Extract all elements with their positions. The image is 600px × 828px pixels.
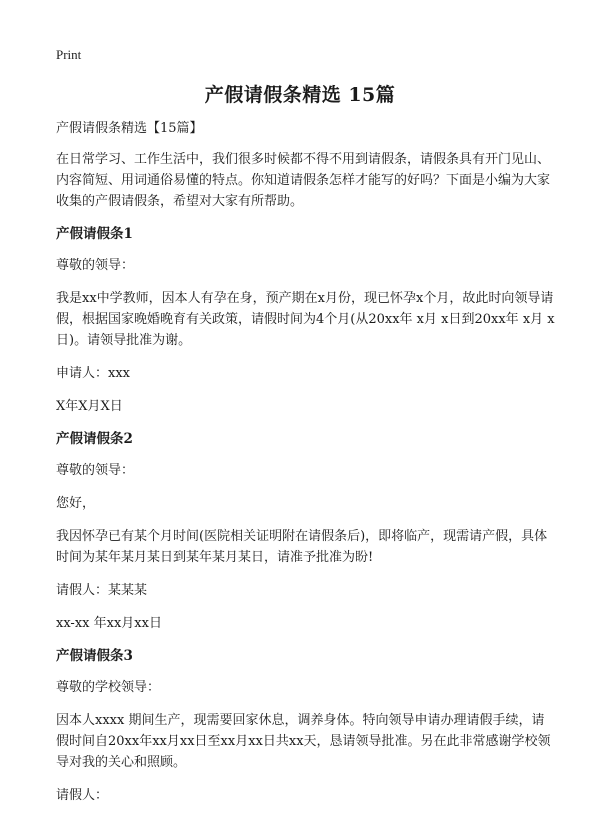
intro-paragraph: 在日常学习、工作生活中，我们很多时候都不得不用到请假条，请假条具有开门见山、内容简短、用词通俗易懂的特点。你知道请假条怎样才能写的好吗？下面是小编为大家收集的产假请假条，希望对大家有所帮助。 xyxy=(56,152,551,209)
letter-signature: 申请人：xxx xyxy=(56,366,130,381)
letter-heading: 产假请假条3 xyxy=(56,648,133,664)
letter-greeting: 您好， xyxy=(56,496,96,511)
letter-salutation: 尊敬的领导： xyxy=(56,258,135,273)
letter-3 xyxy=(56,646,556,806)
letter-1 xyxy=(56,224,556,417)
print-link[interactable]: Print xyxy=(56,47,82,62)
document-body xyxy=(56,118,556,818)
document-title: 产假请假条精选 15篇 xyxy=(204,84,396,106)
letter-date: xx-xx 年xx月xx日 xyxy=(56,616,162,631)
letter-body: 我因怀孕已有某个月时间(医院相关证明附在请假条后)，即将临产，现需请产假，具体时间为某年某月某日到某年某月某日，请准予批准为盼! xyxy=(56,529,548,565)
letter-salutation: 尊敬的领导： xyxy=(56,463,135,478)
letter-signature: 请假人：某某某 xyxy=(56,583,148,598)
letter-salutation: 尊敬的学校领导： xyxy=(56,680,161,695)
letter-heading: 产假请假条1 xyxy=(56,226,133,242)
letter-date: X年X月X日 xyxy=(56,399,123,414)
letter-body: 因本人xxxx 期间生产，现需要回家休息，调养身体。特向领导申请办理请假手续，请假时间自20xx年xx月xx日至xx月xx日共xx天，恳请领导批准。另在此非常感谢学校领导对我的关心和照顾。 xyxy=(56,713,551,770)
document-subtitle: 产假请假条精选【15篇】 xyxy=(56,121,203,136)
letter-body: 我是xx中学教师，因本人有孕在身，预产期在x月份，现已怀孕x个月，故此时向领导请假，根据国家晚婚晚育有关政策，请假时间为4个月(从20xx年 x月 x日到20xx年 x月 x日)。请领导批准为谢。 xyxy=(56,291,555,348)
letter-signature: 请假人： xyxy=(56,788,109,803)
letter-heading: 产假请假条2 xyxy=(56,431,133,447)
letter-2 xyxy=(56,429,556,634)
